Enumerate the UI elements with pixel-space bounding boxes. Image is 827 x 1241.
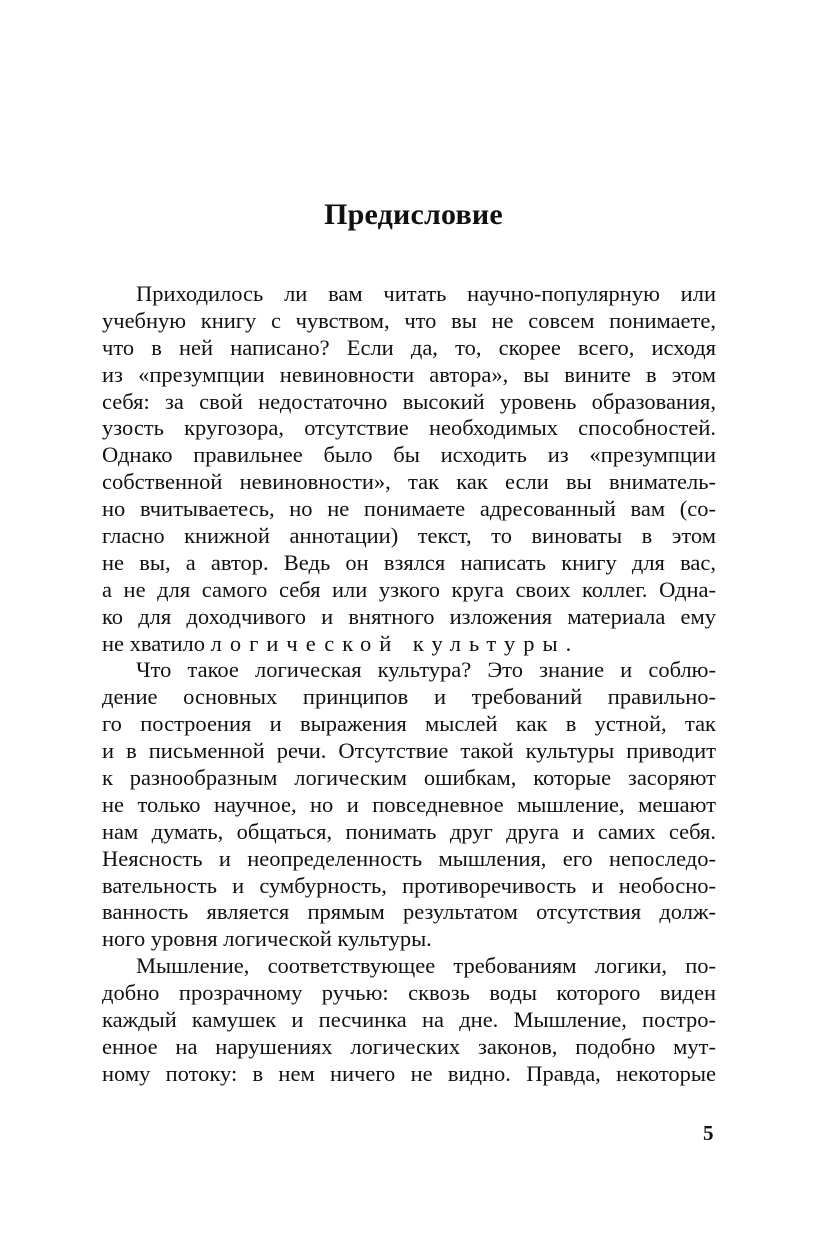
- text-line: к разнообразным логическим ошибкам, которые засоряют: [102, 765, 716, 791]
- text-line: а не для самого себя или узкого круга своих коллег. Одна-: [102, 576, 716, 602]
- text-line: из «презумпции невиновности автора», вы вините в этом: [102, 361, 716, 387]
- text-line: нам думать, общаться, понимать друг друга и самих себя.: [102, 818, 716, 844]
- text-line: енное на нарушениях логических законов, подобно мут-: [102, 1033, 716, 1059]
- text-line: каждый камушек и песчинка на дне. Мышление, постро-: [102, 1007, 716, 1033]
- text-line: гласно книжной аннотации) текст, то виноваты в этом: [102, 523, 716, 549]
- text-fragment: не хватило: [102, 630, 211, 656]
- text-line: ного уровня логической культуры.: [102, 926, 432, 952]
- text-line: себя: за свой недостаточно высокий уровень образования,: [102, 388, 716, 414]
- body-text: [102, 281, 716, 1088]
- text-line: собственной невиновности», так как если вы вниматель-: [102, 469, 716, 495]
- text-line: что в ней написано? Если да, то, скорее всего, исходя: [102, 334, 716, 360]
- text-line: не только научное, но и повседневное мышление, мешают: [102, 791, 716, 817]
- text-line: Однако правильнее было бы исходить из «презумпции: [102, 442, 716, 468]
- text-line: го построения и выражения мыслей как в устной, так: [102, 711, 716, 737]
- page-number: 5: [703, 1121, 714, 1145]
- text-line: добно прозрачному ручью: сквозь воды которого виден: [102, 980, 716, 1006]
- text-line: ванность является прямым результатом отсутствия долж-: [102, 899, 716, 925]
- text-line: Что такое логическая культура? Это знание и соблю-: [136, 657, 716, 683]
- text-line: дение основных принципов и требований правильно-: [102, 684, 716, 710]
- text-line: Неясность и неопределенность мышления, его непоследо-: [102, 845, 716, 871]
- emphasis-spaced-text: логической культуры: [210, 630, 566, 656]
- text-line: не вы, а автор. Ведь он взялся написать книгу для вас,: [102, 549, 716, 575]
- text-line: Мышление, соответствующее требованиям логики, по-: [136, 953, 716, 979]
- text-line: [102, 631, 716, 658]
- text-line: но вчитываетесь, но не понимаете адресованный вам (со-: [102, 496, 716, 522]
- page-title: Предисловие: [324, 198, 503, 231]
- text-line: ному потоку: в нем ничего не видно. Правда, некоторые: [102, 1060, 716, 1086]
- text-line: ко для доходчивого и внятного изложения материала ему: [102, 603, 716, 629]
- text-line: узость кругозора, отсутствие необходимых способностей.: [102, 415, 716, 441]
- text-line: вательность и сумбурность, противоречивость и необосно-: [102, 872, 716, 898]
- text-line: Приходилось ли вам читать научно-популярную или: [136, 281, 716, 306]
- text-fragment: .: [565, 630, 572, 656]
- text-line: учебную книгу с чувством, что вы не совсем понимаете,: [102, 307, 716, 333]
- text-line: и в письменной речи. Отсутствие такой культуры приводит: [102, 738, 716, 764]
